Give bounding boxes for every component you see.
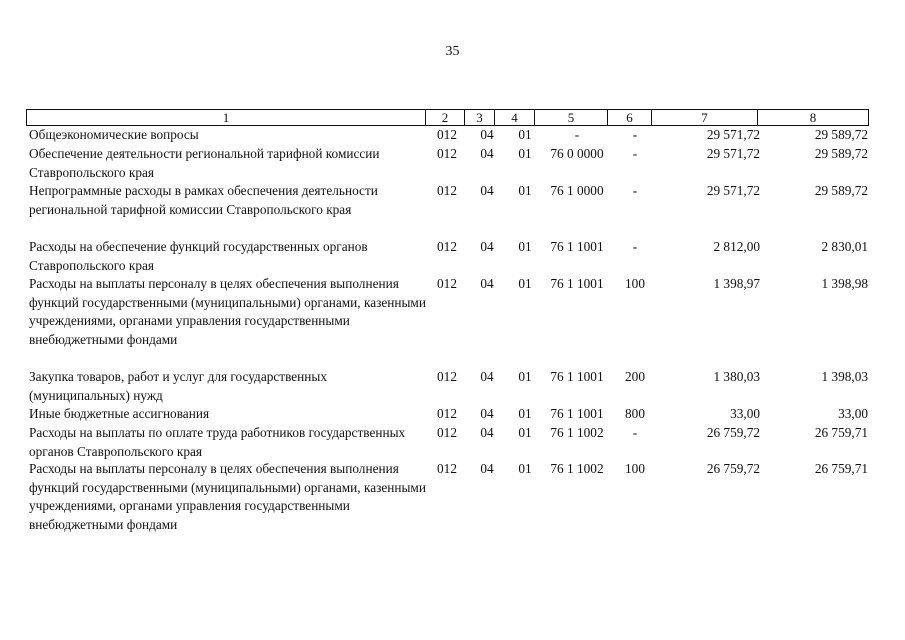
row-code-5: 76 1 1002 xyxy=(550,425,604,440)
row-name: Обеспечение деятельности региональной тарифной комиссии Ставропольского края xyxy=(29,146,380,180)
column-header-7: 7 xyxy=(652,110,758,126)
row-code-2: 012 xyxy=(437,369,457,384)
row-code-2: 012 xyxy=(437,239,457,254)
row-amount-7: 2 812,00 xyxy=(713,239,760,254)
row-code-2: 012 xyxy=(437,425,457,440)
row-amount-8: 29 589,72 xyxy=(814,183,868,198)
row-code-2: 012 xyxy=(437,183,457,198)
row-code-5: 76 1 1001 xyxy=(550,369,604,384)
row-code-5: 76 1 1001 xyxy=(550,239,604,254)
row-amount-7: 1 380,03 xyxy=(713,369,760,384)
row-code-4: 01 xyxy=(518,146,532,161)
column-header-5: 5 xyxy=(535,110,608,126)
row-code-6: 100 xyxy=(625,276,645,291)
row-code-6: - xyxy=(632,239,638,254)
row-code-6: - xyxy=(632,146,638,161)
row-code-5: 76 1 0000 xyxy=(550,183,604,198)
row-code-2: 012 xyxy=(437,127,457,142)
row-amount-7: 29 571,72 xyxy=(706,127,760,142)
row-amount-7: 26 759,72 xyxy=(706,425,760,440)
row-amount-8: 29 589,72 xyxy=(814,146,868,161)
row-name: Расходы на выплаты персоналу в целях обеспечения выполнения функций государственными (муниципальными) органами, казенными учреждениями, органами управления государственными внебюджетными фондами xyxy=(29,276,426,347)
row-code-6: - xyxy=(632,127,638,142)
row-code-6: 200 xyxy=(625,369,645,384)
column-header-1: 1 xyxy=(27,110,426,126)
row-amount-8: 33,00 xyxy=(838,406,868,421)
row-code-6: - xyxy=(632,183,638,198)
row-code-4: 01 xyxy=(518,276,532,291)
row-code-6: 100 xyxy=(625,461,645,476)
row-code-2: 012 xyxy=(437,276,457,291)
row-amount-8: 29 589,72 xyxy=(814,127,868,142)
row-name: Расходы на выплаты персоналу в целях обеспечения выполнения функций государственными (муниципальными) органами, казенными учреждениями, органами управления государственными внебюджетными фондами xyxy=(29,461,426,532)
row-code-4: 01 xyxy=(518,183,532,198)
row-name: Иные бюджетные ассигнования xyxy=(29,406,210,421)
column-header-8: 8 xyxy=(758,110,869,126)
row-amount-7: 29 571,72 xyxy=(706,146,760,161)
row-name: Расходы на обеспечение функций государственных органов Ставропольского края xyxy=(29,239,368,273)
page-number: 35 xyxy=(445,44,460,59)
column-header-2: 2 xyxy=(426,110,465,126)
row-amount-8: 1 398,03 xyxy=(821,369,868,384)
row-code-5: 76 0 0000 xyxy=(550,146,604,161)
row-code-3: 04 xyxy=(480,369,494,384)
row-code-6: - xyxy=(632,425,638,440)
row-amount-8: 26 759,71 xyxy=(814,461,868,476)
row-code-2: 012 xyxy=(437,146,457,161)
row-code-4: 01 xyxy=(518,127,532,142)
row-amount-7: 1 398,97 xyxy=(713,276,760,291)
row-code-2: 012 xyxy=(437,406,457,421)
row-code-3: 04 xyxy=(480,425,494,440)
row-name: Расходы на выплаты по оплате труда работников государственных органов Ставропольского края xyxy=(29,425,406,459)
row-code-3: 04 xyxy=(480,461,494,476)
row-code-6: 800 xyxy=(625,406,645,421)
row-amount-8: 1 398,98 xyxy=(821,276,868,291)
row-code-3: 04 xyxy=(480,183,494,198)
column-header-3: 3 xyxy=(465,110,495,126)
column-header-table xyxy=(26,109,869,126)
row-code-5: 76 1 1002 xyxy=(550,461,604,476)
row-name: Непрограммные расходы в рамках обеспечения деятельности региональной тарифной комиссии Ставропольского края xyxy=(29,183,378,217)
row-code-4: 01 xyxy=(518,239,532,254)
row-amount-7: 29 571,72 xyxy=(706,183,760,198)
row-code-4: 01 xyxy=(518,369,532,384)
row-amount-8: 26 759,71 xyxy=(814,425,868,440)
row-code-4: 01 xyxy=(518,406,532,421)
row-name: Общеэкономические вопросы xyxy=(29,127,199,142)
row-code-2: 012 xyxy=(437,461,457,476)
row-code-5: 76 1 1001 xyxy=(550,276,604,291)
row-amount-8: 2 830,01 xyxy=(821,239,868,254)
row-code-5: - xyxy=(574,127,580,142)
row-code-5: 76 1 1001 xyxy=(550,406,604,421)
row-amount-7: 26 759,72 xyxy=(706,461,760,476)
row-code-4: 01 xyxy=(518,461,532,476)
column-header-6: 6 xyxy=(608,110,652,126)
row-code-3: 04 xyxy=(480,239,494,254)
row-code-4: 01 xyxy=(518,425,532,440)
row-amount-7: 33,00 xyxy=(730,406,760,421)
column-header-4: 4 xyxy=(495,110,535,126)
row-code-3: 04 xyxy=(480,127,494,142)
row-code-3: 04 xyxy=(480,276,494,291)
row-code-3: 04 xyxy=(480,406,494,421)
row-code-3: 04 xyxy=(480,146,494,161)
row-name: Закупка товаров, работ и услуг для государственных (муниципальных) нужд xyxy=(29,369,327,403)
